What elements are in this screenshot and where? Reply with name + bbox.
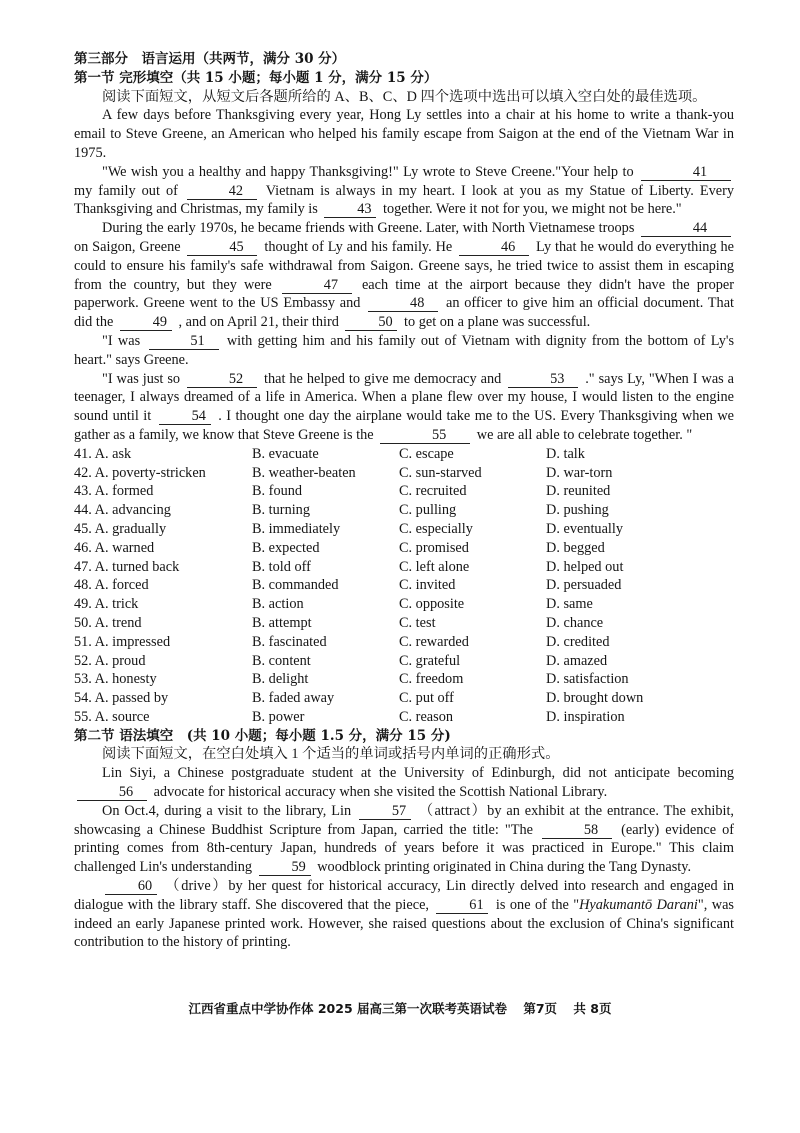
- option-c: C. invited: [399, 577, 456, 594]
- grammar-paragraph-3: [74, 877, 734, 952]
- option-c: C. recruited: [399, 483, 467, 500]
- blank-55: 55: [380, 427, 470, 444]
- option-a: 50. A. trend: [74, 614, 142, 631]
- option-b: B. power: [252, 708, 305, 725]
- blank-46: 46: [459, 239, 529, 256]
- option-row-52: [74, 652, 734, 671]
- option-d: D. inspiration: [546, 708, 625, 725]
- option-b: B. found: [252, 483, 303, 500]
- option-d: D. same: [546, 596, 593, 613]
- option-d: D. chance: [546, 614, 604, 631]
- blank-60: 60: [105, 878, 157, 895]
- option-c: C. freedom: [399, 671, 464, 688]
- option-c: C. grateful: [399, 652, 461, 669]
- option-b: B. faded away: [252, 690, 335, 707]
- text-segment: that he helped to give me democracy and: [264, 370, 502, 387]
- option-b: B. content: [252, 652, 311, 669]
- option-a: 41. A. ask: [74, 445, 132, 462]
- option-a: 46. A. warned: [74, 539, 155, 556]
- text-segment: my family out of: [74, 182, 178, 199]
- exam-content: [74, 50, 734, 952]
- option-b: B. told off: [252, 558, 311, 575]
- option-c: C. sun-starved: [399, 464, 482, 481]
- blank-48: 48: [368, 295, 438, 312]
- text-segment: （drive）by her quest for historical accuracy, Lin directly delved into research and engaged in dialogue with the library staff. She discovered that the piece,: [74, 878, 734, 913]
- option-b: B. weather-beaten: [252, 464, 356, 481]
- grammar-title: 第二节 语法填空 (共 10 小题；每小题 1.5 分，满分 15 分): [74, 727, 451, 744]
- text-segment: Vietnam is always in my heart. I look at you as my Statue of Liberty. Every Thanksgiving and Christmas, my family is: [74, 182, 734, 218]
- text-segment: During the early 1970s, he became friends with Greene. Later, with North Vietnamese troops: [102, 220, 635, 237]
- option-c: C. put off: [399, 690, 454, 707]
- option-c: C. test: [399, 614, 436, 631]
- option-row-55: [74, 708, 734, 727]
- text-segment: thought of Ly and his family. He: [264, 238, 453, 255]
- blank-56: 56: [77, 784, 147, 801]
- option-c: C. left alone: [399, 558, 470, 575]
- option-c: C. opposite: [399, 596, 465, 613]
- option-d: D. pushing: [546, 502, 609, 519]
- option-b: B. expected: [252, 539, 320, 556]
- text-segment: On Oct.4, during a visit to the library, Lin: [102, 802, 352, 819]
- text-segment: Lin Siyi, a Chinese postgraduate student at the University of Edinburgh, did not anticipate becoming: [102, 765, 734, 782]
- option-a: 47. A. turned back: [74, 558, 180, 575]
- page-total: 共 8页: [573, 1001, 612, 1016]
- option-row-48: [74, 576, 734, 595]
- option-c: C. reason: [399, 708, 453, 725]
- option-c: C. rewarded: [399, 633, 469, 650]
- option-b: B. immediately: [252, 520, 341, 537]
- option-row-54: [74, 689, 734, 708]
- cloze-paragraph-1: A few days before Thanksgiving every year, Hong Ly settles into a chair at his home to write a thank-you email to Steve Greene, an American who helped his family escape from Saigon at the end of the Vietnam War in 1975.: [74, 107, 734, 161]
- option-d: D. war-torn: [546, 464, 613, 481]
- option-c: C. escape: [399, 445, 454, 462]
- option-a: 43. A. formed: [74, 483, 154, 500]
- text-segment: Ly that he would do everything he could to ensure his family's safe withdrawal from Saigon. Greene says, he tried twice to assist them in escaping from the country, but they were: [74, 238, 734, 293]
- blank-41: 41: [641, 164, 731, 181]
- text-segment: "I was: [102, 332, 141, 349]
- text-segment: woodblock printing originated in China during the Tang Dynasty.: [317, 859, 692, 876]
- page-number: 第7页: [523, 1001, 558, 1016]
- blank-47: 47: [282, 277, 352, 294]
- cloze-paragraph-2: [74, 163, 734, 219]
- text-segment: on Saigon, Greene: [74, 238, 181, 255]
- option-c: C. promised: [399, 539, 469, 556]
- option-row-50: [74, 614, 734, 633]
- option-d: D. helped out: [546, 558, 624, 575]
- option-d: D. satisfaction: [546, 671, 629, 688]
- option-b: B. action: [252, 596, 304, 613]
- cloze-paragraph-3: [74, 219, 734, 332]
- text-segment: an officer to give him an official document. That did the: [74, 295, 735, 331]
- blank-42: 42: [187, 183, 257, 200]
- option-b: B. fascinated: [252, 633, 327, 650]
- option-a: 42. A. poverty-stricken: [74, 464, 206, 481]
- option-a: 51. A. impressed: [74, 633, 171, 650]
- blank-51: 51: [149, 333, 219, 350]
- option-d: D. talk: [546, 445, 585, 462]
- option-b: B. delight: [252, 671, 309, 688]
- grammar-paragraph-1: [74, 764, 734, 802]
- text-segment: "I was just so: [102, 370, 181, 387]
- option-b: B. attempt: [252, 614, 312, 631]
- option-a: 49. A. trick: [74, 596, 139, 613]
- italic-title: Hyakumantō Darani: [579, 896, 698, 913]
- option-row-47: [74, 558, 734, 577]
- text-segment: to get on a plane was successful.: [404, 314, 591, 331]
- text-segment: is one of the ": [495, 896, 580, 913]
- text-segment: , and on April 21, their third: [178, 314, 339, 331]
- cloze-paragraph-5: [74, 370, 734, 445]
- text-segment: (early) evidence of printing comes from 8th-century Japan, hundreds of years before it was practiced in Europe." This claim challenged Lin's understanding: [74, 821, 735, 876]
- cloze-instruction: 阅读下面短文，从短文后各题所给的 A、B、C、D 四个选项中选出可以填入空白处的最佳选项。: [102, 88, 707, 105]
- blank-49: 49: [120, 314, 172, 331]
- text-segment: advocate for historical accuracy when she visited the Scottish National Library.: [153, 784, 608, 801]
- option-row-44: [74, 501, 734, 520]
- option-row-45: [74, 520, 734, 539]
- option-b: B. commanded: [252, 577, 339, 594]
- text-segment: （attract）by an exhibit at the entrance. The exhibit, showcasing a Chinese Buddhist Scripture from Japan, carried the title: "The: [74, 802, 734, 838]
- section3-title: 第三部分 语言运用（共两节，满分 30 分）: [74, 51, 346, 67]
- option-row-43: [74, 482, 734, 501]
- option-row-51: [74, 633, 734, 652]
- grammar-instruction: 阅读下面短文，在空白处填入 1 个适当的单词或括号内单词的正确形式。: [102, 746, 560, 763]
- option-a: 48. A. forced: [74, 577, 149, 594]
- blank-44: 44: [641, 220, 731, 237]
- option-c: C. pulling: [399, 502, 457, 519]
- text-segment: we are all able to celebrate together. ": [476, 426, 693, 443]
- blank-53: 53: [508, 371, 578, 388]
- text-segment: each time at the airport because they didn't have the proper paperwork. Greene went to the US Embassy and: [74, 276, 735, 312]
- text-segment: with getting him and his family out of Vietnam with dignity from the bottom of Ly's heart." says Greene.: [74, 332, 735, 368]
- text-segment: "We wish you a healthy and happy Thanksgiving!" Ly wrote to Steve Creene."Your help to: [102, 163, 634, 180]
- text-segment: . I thought one day the airplane would take me to the US. Every Thanksgiving when we gather as a family, we know that Steve Greene is the: [74, 408, 734, 443]
- option-row-49: [74, 595, 734, 614]
- option-d: D. credited: [546, 633, 610, 650]
- option-row-41: [74, 445, 734, 464]
- option-a: 54. A. passed by: [74, 690, 169, 707]
- option-d: D. amazed: [546, 652, 608, 669]
- option-a: 53. A. honesty: [74, 671, 157, 688]
- blank-58: 58: [542, 822, 612, 839]
- option-d: D. persuaded: [546, 577, 622, 594]
- option-c: C. especially: [399, 520, 473, 537]
- option-d: D. eventually: [546, 520, 624, 537]
- page-footer: [0, 1000, 800, 1019]
- blank-61: 61: [436, 897, 488, 914]
- cloze-paragraph-4: [74, 332, 734, 370]
- option-d: D. begged: [546, 539, 605, 556]
- option-b: B. turning: [252, 502, 310, 519]
- blank-50: 50: [345, 314, 397, 331]
- option-row-42: [74, 464, 734, 483]
- option-a: 52. A. proud: [74, 652, 146, 669]
- grammar-paragraph-2: [74, 802, 734, 877]
- text-segment: ", was indeed an early Japanese printed work. However, she raised questions about the exclusion of China's significant contribution to the history of printing.: [74, 896, 734, 951]
- option-b: B. evacuate: [252, 445, 319, 462]
- blank-59: 59: [259, 859, 311, 876]
- blank-54: 54: [159, 408, 211, 425]
- blank-43: 43: [324, 201, 376, 218]
- options-list: [74, 445, 734, 727]
- cloze-title: 第一节 完形填空（共 15 小题；每小题 1 分，满分 15 分）: [74, 69, 438, 86]
- exam-name: 江西省重点中学协作体 2025 届高三第一次联考英语试卷: [188, 1001, 507, 1016]
- option-a: 44. A. advancing: [74, 502, 171, 519]
- blank-45: 45: [187, 239, 257, 256]
- text-segment: together. Were it not for you, we might not be here.": [382, 201, 682, 218]
- blank-52: 52: [187, 371, 257, 388]
- option-d: D. brought down: [546, 690, 644, 707]
- option-d: D. reunited: [546, 483, 611, 500]
- blank-57: 57: [359, 803, 411, 820]
- option-row-46: [74, 539, 734, 558]
- option-row-53: [74, 670, 734, 689]
- option-a: 45. A. gradually: [74, 520, 167, 537]
- option-a: 55. A. source: [74, 708, 150, 725]
- text-segment: ." says Ly, "When I was a teenager, I always dreamed of a life in America. When a plane flew over my house, I would listen to the engine sound until it: [74, 370, 735, 425]
